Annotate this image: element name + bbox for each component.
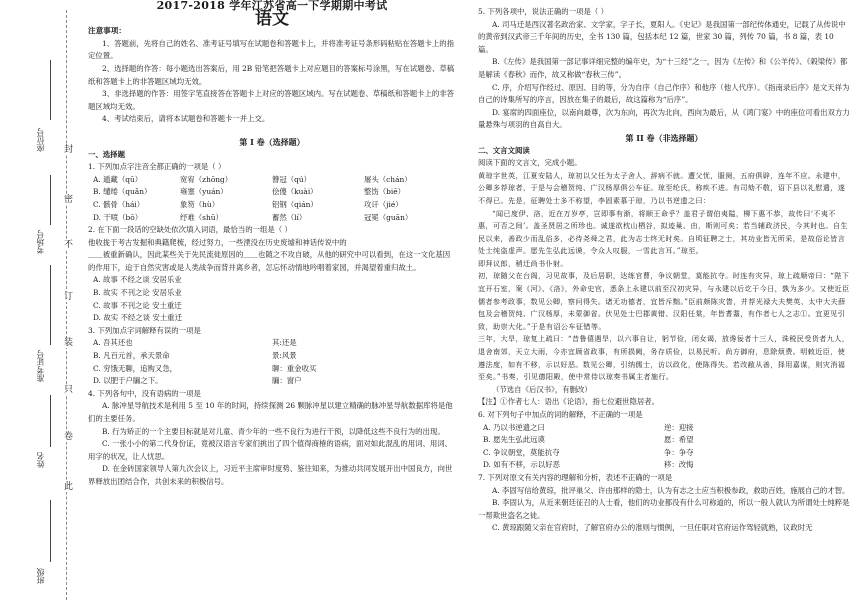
right-column — [478, 6, 850, 535]
option-text: B. 凡百元首，承天景命 — [93, 351, 170, 361]
option-text: B. 故实 不刊之论 安居乐业 — [93, 288, 182, 298]
option-text: A. 吾其还也 — [93, 338, 133, 348]
passage-text: 他收拢于考古发掘和典籍爬梳，经过努力，一些湮没在历史废墟和神话传说中的 — [88, 237, 347, 247]
option-text: 屠头（chán） — [364, 174, 412, 184]
option-text: 簪冠（qú） — [272, 174, 312, 184]
option-text: D. 宴席的四面座位，以南向最尊，次为东向，再次为北向，西向为最后，从《鸿门宴》中的座位可看出双方力量悬殊与项羽的自高自大。 — [478, 107, 850, 130]
seal-char: 此 — [64, 482, 74, 492]
section-heading: 一、选择题 — [88, 149, 125, 159]
option-text: A. 故事 不经之谈 安居乐业 — [93, 275, 182, 285]
notice-item: 3、非选择题的作答：用签字笔直接答在答题卡上对应的答题区域内。写在试题卷、草稿纸和答题卡上的非答题区域均无效。 — [88, 89, 455, 111]
passage-source: （节选自《后汉书》，有删改） — [492, 384, 592, 394]
name-label: 姓名 — [36, 452, 45, 468]
seal-char: 订 — [64, 292, 74, 302]
option-text: 其:还是 — [272, 338, 297, 348]
q3-options — [88, 337, 456, 387]
option-text: 争：争夺 — [664, 447, 694, 457]
option-text: 冠冕（guān） — [364, 212, 413, 222]
seal-char: 只 — [64, 385, 74, 395]
option-text: C. 骸骨（hái） — [93, 199, 145, 209]
option-text: 愿：希望 — [664, 435, 694, 445]
subject-title: 语文 — [255, 8, 289, 29]
question-stem: 4. 下列各句中，没有语病的一项是 — [88, 388, 201, 398]
section-heading: 二、文言文阅读 — [478, 145, 530, 155]
seal-char: 装 — [64, 338, 74, 348]
question-stem: 7. 下列对原文有关内容的理解和分析，表述不正确的一项是 — [478, 472, 673, 482]
passage-paragraph: 初，琼随父在台阁，习见故事，及后居职，达练官曹，争议朝堂，莫能抗夺。时连有灾异，琼上疏顺帝曰：“陛下宜开石室，案《河》、《洛》，外命史官，悉条上永建以前至汉初灾异，与永建以后讫于今日，孰为多少。又使近臣儒者参考政事，数见公卿，察问得失。诸无功德者，宜皆斥黜。”臣前颇陈灾眚，并荐光禄大夫樊英、太中大夫薛包及会稽贺纯、广汉杨厚，未蒙御省。伏见处士巴郡黄错、汉阳任棠，年皆耆耋，有作者七人之志①。宜更见引致，助崇大化。”于是有诏公车征错等。 — [478, 271, 850, 331]
option-text: C. 故事 不刊之论 安土重迁 — [93, 300, 182, 310]
q1-options — [88, 174, 456, 224]
seal-char: 密 — [64, 195, 74, 205]
seal-char: 卷 — [64, 432, 74, 442]
notice-item: 2、选择题的作答：每小题选出答案后，用 2B 铅笔把答题卡上对应题目的答案标号涂黑，写在试题卷、草稿纸和答题卡上的非答题区域均无效。 — [88, 63, 455, 86]
option-text: C. 争议朝堂，莫能抗夺 — [483, 447, 560, 457]
option-text: D. 在金砖国家领导人第九次会议上，习近平主席审时度势、鉴往知来，为推动共同发展开出中国良方，向世界释放出团结合作，共创未来的积极信号。 — [88, 464, 453, 486]
q6-options — [478, 422, 850, 472]
option-text: A. 乃以书逆遗之曰 — [483, 422, 545, 432]
option-text: 攻讦（jié） — [364, 199, 403, 209]
question-stem: 3. 下列加点字词解释有误的一项是 — [88, 325, 201, 335]
seal-char: 不 — [64, 240, 74, 250]
option-text: 移：改悔 — [664, 460, 694, 470]
option-text: 整饬（biē） — [364, 187, 406, 197]
option-text: C. 一张小小的第二代身份证，竟被汉语言专家们挑出了四个值得商榷的语病，面对如此混乱的用词、用词、用字的状况，让人忧思。 — [88, 439, 453, 461]
option-text: 景:风景 — [272, 351, 297, 361]
class-line — [50, 500, 51, 562]
notice-item: 4、考试结束后，请将本试题卷和答题卡一并上交。 — [102, 114, 270, 124]
option-text: A. 司马迁是西汉著名政治家、文学家，字子长，夏阳人。《史记》是我国第一部纪传体通史，记载了从传说中的黄帝到汉武帝三千年间的历史，全书 130 篇，包括本纪 12 篇，世家 30 篇，列传 70 篇，书 8 篇，表 10 篇。 — [478, 19, 846, 54]
passage-paragraph: 即拜议郎，稍迁尚书仆射。 — [478, 258, 568, 268]
option-text: 蓄然（lí） — [272, 212, 307, 222]
passage-text: ＿＿被重新确认，因此某些关于先民流徙原因的＿＿也随之不攻自破，从他的研究中可以看到，在这一文化基因的作用下，迨于自然灾害或是人类战争而背井离乡者，怎忘怀动情地吟唱着家园，并渴望着重归故土。 — [88, 250, 451, 272]
option-text: 宽宥（zhōng） — [180, 174, 233, 184]
seal-dashed-line — [66, 10, 67, 600]
part1-title: 第 I 卷（选择题） — [239, 136, 305, 147]
passage-note: 【注】①作者七人：语出《论语》，指七位避世隐居者。 — [478, 397, 660, 407]
option-text: B. 愿先生弘此远谟 — [483, 435, 545, 445]
option-text: 象笏（hù） — [180, 199, 220, 209]
option-text: 雍塞（yuán） — [180, 187, 228, 197]
option-text: C. 黄琼跟随父亲在官府时，了解官府办公的准则与惯例，一旦任职对官府运作驾轻就熟，议政时无 — [492, 523, 813, 533]
question-stem: 2. 在下面一段话的空缺处依次填入词语，最恰当的一组是（ ） — [88, 225, 292, 235]
admission-number-label: 准考证号 — [36, 350, 45, 382]
option-text: B. 缱绻（quǎn） — [93, 187, 152, 197]
option-text: 侩傻（kuài） — [272, 187, 318, 197]
option-text: B.《左传》是我国第一部记事详细完整的编年史，为“十三经”之一，因为《左传》和《公羊传》、《榖梁传》都是解读《春秋》而作，故又称做“春秋三传”。 — [478, 57, 848, 79]
notice-item: 1、答题前，先将自己的姓名、准考证号填写在试题卷和答题卡上，并将准考证号条形码粘贴在答题卡上的指定位置。 — [88, 38, 455, 61]
seat-number-label: 座位号 — [36, 128, 45, 152]
option-text: B. 行为矫正的一个主要目标就是对儿童、青少年的一些不良行为进行干预，以降低这些不良行为的出现。 — [102, 426, 445, 436]
admission-number-line — [50, 265, 51, 345]
exam-room-line — [50, 175, 51, 225]
option-text: D. 如有不移，示以好恶 — [483, 460, 560, 470]
passage-intro: 阅读下面的文言文，完成小题。 — [478, 158, 582, 168]
name-line — [50, 395, 51, 447]
option-text: A. 遁藏（qū） — [93, 174, 143, 184]
question-stem: 5. 下列各项中，说法正确的一项是（ ） — [478, 7, 609, 16]
option-text: 纾难（shū） — [180, 212, 223, 222]
option-text: D. 干喷（bō） — [93, 212, 143, 222]
passage-paragraph: 三年，大旱，琼复上疏曰：“昔鲁僖遇旱，以六事自让，躬节俭，闭女谒，放谗佞者十三人，诛税民受货者九人，退舍南郊，天立大雨，今亦宜顾省政事，有所损阙，务存质俭，以易民听。尚方御府，息除烦费。明敕近臣，使遵法度，如有不移，示以好恶。数见公卿，引纳儒士，访以政化，使陈得失。若改敝从善，择用嘉谋，则灾消福至矣。”书奏，引见德阳殿，使中常侍以琼奏书属主者施行。 — [478, 334, 850, 382]
option-text: 逆：迎接 — [664, 422, 694, 432]
option-text: 牖：窗户 — [272, 376, 302, 386]
question-stem: 6. 对下列句子中加点的词的解释，不正确的一项是 — [478, 410, 643, 419]
option-text: 铝钢（qián） — [272, 199, 318, 209]
question-stem: 1. 下列加点字注音全都正确的一项是（ ） — [88, 162, 226, 172]
seal-char: 封 — [64, 145, 74, 155]
option-text: A. 脉冲星导航技术是利用 5 至 10 年的时间，持续探测 26 颗脉冲星以建立精确的脉冲星导航数据库将是他们的主要任务。 — [88, 401, 453, 423]
exam-title: 2017-2018 学年江苏省高一下学期期中考试 — [156, 0, 388, 12]
option-text: D. 以肥于户牖之下。 — [93, 376, 163, 386]
exam-room-label: 考场号 — [36, 230, 45, 254]
option-text: C. 序，介绍写作经过、原因、目的等，分为自序（自己作序）和他序（他人代序）。《指南录后序》是文天祥为自己的诗集所写的序言，因放在集子的最后，故这篇称为“后序”。 — [478, 82, 850, 105]
seat-number-line — [50, 60, 51, 120]
option-text: C. 穷饿无聊，追购又急， — [93, 363, 177, 373]
option-text: B. 李固认为，从近来朝廷征召的人士看，他们的功业都没有什么可称道的，所以一般人就认为所谓处士纯粹是一帮欺世盗名之徒。 — [478, 498, 850, 520]
class-label: 班级 — [36, 568, 45, 584]
left-column — [88, 0, 456, 489]
option-text: A. 李固写信给黄琼，批评巢父、许由那样的隐士，认为有志之士应当积极参政，救助百姓，施展自己的才智。 — [492, 485, 850, 495]
notice-heading: 注意事项： — [88, 26, 126, 36]
option-text: D. 故实 不经之谈 安土重迁 — [93, 313, 182, 323]
passage-paragraph: “闻已度伊、洛，近在万岁亭，岂即事有渐，将顺王命乎？盖君子谓伯夷隘，柳下惠不恭，故传曰‘不夷不惠，可否之间’。盖圣贤居之所珍也。诚遂欲枕山栖谷，拟迹巢、由，斯则可矣；若当辅政济民，今其时也。自生民以来，善政少而乱俗多，必待尧舜之君，此为志士终无时矣。自顷征聘之士，其功业皆无所采，是故俗论皆言处士纯盗虚声。愿先生弘此远谟，令众人叹服，一雪此言耳。”琼至。 — [478, 208, 848, 256]
option-text: 聊：重金收买 — [272, 363, 317, 373]
part2-title: 第 II 卷（非选择题） — [625, 132, 703, 143]
passage-paragraph: 黄琼字世英，江夏安陆人，琼初以父任为太子舍人，辞病不就。遭父忧，服阕，五府俱辟，连年不应。永建中，公卿多荐琼者，于是与会稽贺纯、广汉杨厚俱公车征。琼至纶氏，称疾不进。有司劾不敬，诏下县以礼慰遣，遂不得已。先是，征聘处士多不称望，李固素慕于琼，乃以书逆遗之曰： — [478, 170, 846, 205]
binding-margin — [0, 0, 82, 608]
